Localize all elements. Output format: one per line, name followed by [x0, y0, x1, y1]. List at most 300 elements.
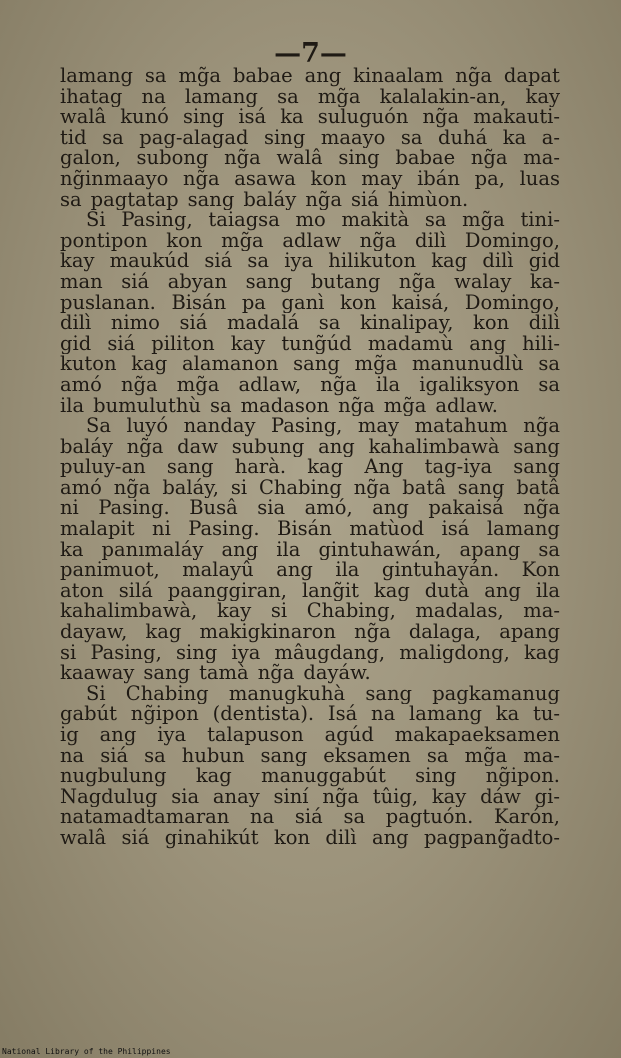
word: mg̃a: [317, 86, 361, 108]
text-line: [60, 437, 560, 458]
word: luas: [519, 168, 560, 190]
word: sang: [513, 436, 560, 458]
word: dilì: [482, 251, 514, 272]
word: kay: [216, 601, 252, 623]
body-text: [60, 66, 560, 849]
word: siá: [294, 807, 323, 828]
word: lamang: [184, 86, 258, 108]
word: baláy: [243, 189, 297, 211]
word: gid: [528, 251, 560, 272]
word: ang: [318, 436, 355, 458]
word: isá: [441, 519, 470, 540]
word: sang: [187, 189, 235, 211]
word: ng̃a: [120, 374, 158, 396]
text-line: [60, 498, 560, 519]
text-line: [60, 293, 560, 314]
word: walay: [454, 271, 512, 293]
word: mg̃a: [221, 230, 264, 252]
word: ang: [484, 580, 521, 602]
word: kon: [273, 827, 311, 849]
text-line: [60, 416, 560, 437]
word: ginahikút: [164, 827, 259, 849]
word: kalalakin-an,: [379, 86, 507, 108]
word: sang: [245, 271, 293, 293]
text-line: [60, 581, 560, 602]
word: sa: [277, 86, 299, 108]
word: sa: [102, 127, 124, 149]
word: iya: [231, 642, 261, 664]
word: Bisán: [277, 519, 332, 540]
word: dalaga,: [408, 622, 482, 643]
word: kahalimbawà,: [60, 601, 198, 623]
word: ang: [221, 539, 259, 561]
word: eksamen: [323, 745, 411, 767]
word: kag: [195, 766, 232, 787]
word: pa,: [474, 168, 505, 190]
word: dilì: [528, 313, 560, 334]
text-line: [60, 828, 560, 849]
word: apang: [459, 539, 521, 561]
word: lamang: [486, 519, 560, 540]
word: ang: [469, 333, 506, 355]
word: lang̃it: [301, 580, 359, 602]
word: ni: [152, 519, 171, 540]
word: sing: [415, 766, 457, 787]
word: mg̃a: [178, 66, 222, 87]
word: Nagdulug: [60, 786, 158, 808]
word: apang: [499, 622, 560, 643]
word: mâugdang,: [274, 642, 386, 664]
word: ila: [276, 539, 301, 561]
word: ng̃inmaayo: [60, 168, 169, 190]
word: baláy,: [162, 477, 219, 499]
word: pa: [241, 292, 266, 314]
word: natamadtamaran: [60, 807, 230, 828]
word: matahum: [414, 416, 508, 437]
word: ng̃a: [354, 622, 391, 643]
word: sia: [257, 498, 286, 520]
text-line: [60, 251, 560, 272]
word: butang: [310, 271, 381, 293]
word: ng̃a: [320, 374, 357, 396]
word: puslanan.: [60, 292, 156, 314]
word: dilì: [415, 230, 447, 252]
word: nanday: [183, 416, 256, 437]
word: asawa: [234, 168, 296, 190]
word: kag: [307, 457, 344, 478]
word: sang: [457, 477, 505, 499]
word: ng̃a: [353, 477, 391, 499]
word: sa: [538, 539, 560, 561]
text-line: [60, 231, 560, 252]
word: si: [60, 642, 77, 664]
word: mg̃a: [383, 395, 427, 417]
word: makapaeksamen: [394, 725, 560, 746]
word: subung: [231, 436, 305, 458]
word: madamù: [367, 333, 454, 355]
word: lamang: [408, 704, 482, 725]
word: sa: [426, 745, 449, 767]
word: sa: [424, 210, 447, 231]
word: kaaway: [60, 663, 135, 684]
word: Bisán: [171, 292, 227, 314]
word: madason: [240, 395, 330, 417]
text-line: [60, 457, 560, 478]
text-line: [60, 601, 560, 622]
word: panimuot,: [60, 560, 160, 581]
word: ma-: [523, 148, 560, 169]
word: tung̃úd: [281, 333, 352, 355]
word: makità: [341, 210, 410, 231]
word: Domingo,: [464, 292, 560, 314]
word: siá: [100, 745, 129, 767]
word: sing: [264, 127, 306, 149]
word: harà.: [234, 457, 287, 478]
word: si: [230, 477, 248, 499]
text-line: [60, 540, 560, 561]
word: nimo: [110, 313, 160, 334]
word: puluy-an: [60, 457, 146, 478]
footer-credit: National Library of the Philippines: [2, 1047, 171, 1056]
word: galon,: [60, 148, 121, 169]
word: silá: [118, 580, 153, 602]
word: anay: [212, 786, 260, 808]
word: maukúd: [109, 251, 190, 272]
word: maligdong,: [399, 642, 510, 664]
word: ang: [371, 827, 409, 849]
word: ang: [276, 560, 313, 581]
word: taiagsa: [208, 210, 280, 231]
word: siá: [107, 333, 136, 355]
word: kag: [523, 642, 560, 664]
word: siá: [179, 313, 208, 334]
word: kag: [145, 622, 182, 643]
word: kag: [431, 251, 468, 272]
word: Pasing,: [271, 416, 343, 437]
word: panımaláy: [101, 539, 204, 561]
word: ng̃a: [305, 189, 342, 211]
word: sa: [60, 189, 82, 211]
word: walâ: [60, 827, 107, 849]
word: Domingo,: [464, 230, 560, 252]
text-line: [60, 766, 560, 787]
word: kay: [525, 86, 560, 108]
word: ka-: [529, 271, 560, 293]
word: si: [270, 601, 288, 623]
text-line: [60, 560, 560, 581]
text-line: [60, 704, 560, 725]
word: malayû: [182, 560, 254, 581]
text-line: [60, 272, 560, 293]
text-line: [60, 190, 560, 211]
text-line: [60, 622, 560, 643]
text-line: [60, 87, 560, 108]
word: baláy: [60, 436, 113, 458]
word: dutà: [424, 580, 470, 602]
word: amó: [60, 477, 102, 499]
word: ng̃a: [224, 148, 261, 169]
word: amó: [60, 374, 102, 396]
word: makauti-: [473, 107, 560, 128]
word: gintuhayán.: [381, 560, 500, 581]
word: ng̃a: [126, 436, 164, 458]
word: manuggabút: [261, 766, 386, 787]
word: kon: [473, 313, 510, 334]
word: pontipon: [60, 230, 148, 252]
text-line: [60, 210, 560, 231]
word: himùon.: [387, 189, 469, 211]
word: tu-: [532, 704, 560, 725]
word: walâ: [276, 148, 323, 169]
word: Sa: [86, 416, 111, 437]
word: nugbulung: [60, 766, 167, 787]
word: kon: [166, 230, 203, 252]
word: gabút: [60, 704, 117, 725]
word: amó,: [304, 498, 353, 520]
word: may: [357, 416, 400, 437]
word: ng̃a: [455, 66, 492, 87]
word: Ang: [364, 457, 404, 478]
word: Kon: [521, 560, 560, 581]
word: ila: [60, 395, 85, 417]
word: Si: [86, 210, 106, 231]
word: adlaw: [282, 230, 342, 252]
word: a-: [541, 127, 560, 149]
word: ng̃a: [523, 498, 560, 520]
word: Busâ: [189, 498, 238, 520]
word: kag: [373, 580, 410, 602]
word: sa: [400, 127, 423, 149]
text-line: [60, 396, 560, 417]
word: adlaw,: [238, 374, 302, 396]
word: sa: [247, 251, 270, 272]
word: siá: [121, 827, 150, 849]
word: hilikuton: [328, 251, 417, 272]
word: subong: [136, 148, 209, 169]
word: abyan: [167, 271, 227, 293]
word: ang: [304, 66, 342, 87]
word: ng̃a: [322, 786, 359, 808]
word: hubun: [181, 745, 245, 767]
text-line: [60, 478, 560, 499]
word: babae: [395, 148, 456, 169]
text-line: [60, 787, 560, 808]
word: kinalipay,: [359, 313, 454, 334]
word: ng̃ipon.: [485, 766, 560, 787]
word: dayaw,: [60, 622, 128, 643]
text-line: [60, 807, 560, 828]
text-line: [60, 107, 560, 128]
word: pag-alagad: [139, 127, 249, 149]
word: kay: [60, 251, 95, 272]
text-line: [60, 148, 560, 169]
word: ma-: [523, 601, 560, 623]
word: Pasing.: [98, 498, 170, 520]
word: alamanon: [181, 354, 279, 375]
word: siá: [204, 251, 233, 272]
word: gi-: [534, 786, 560, 808]
word: pagkamanug: [432, 683, 560, 705]
word: mg̃a: [176, 374, 220, 396]
word: siní: [273, 786, 309, 808]
word: ila: [375, 374, 401, 396]
word: na: [141, 86, 166, 108]
word: kuton: [60, 354, 117, 375]
word: sia: [171, 786, 200, 808]
word: dilì: [325, 827, 357, 849]
word: adlaw.: [435, 395, 498, 417]
word: Pasing,: [121, 210, 193, 231]
word: kon: [340, 292, 377, 314]
word: sa: [144, 66, 167, 87]
text-line: [60, 66, 560, 87]
word: Chabing: [258, 477, 342, 499]
word: Chabing,: [306, 601, 396, 623]
word: sang: [365, 683, 413, 705]
word: Karón,: [493, 807, 560, 828]
word: ma-: [523, 745, 560, 767]
word: dapat: [503, 66, 560, 87]
word: daw: [177, 436, 218, 458]
word: ng̃a: [257, 663, 295, 684]
word: ka: [502, 127, 527, 149]
word: ka: [60, 539, 84, 561]
word: ng̃a: [359, 230, 397, 252]
word: sa: [343, 807, 366, 828]
word: ng̃a: [470, 148, 508, 169]
word: tûig,: [372, 786, 419, 808]
word: sing: [338, 148, 380, 169]
word: paanggiran,: [167, 580, 287, 602]
word: pagtuón.: [385, 807, 474, 828]
word: matùod: [349, 519, 425, 540]
word: na: [371, 704, 396, 725]
word: pakaisá: [428, 498, 504, 520]
word: kaisá,: [391, 292, 450, 314]
word: batâ: [402, 477, 446, 499]
word: lamang: [60, 66, 134, 87]
word: batâ: [516, 477, 560, 499]
word: tini-: [520, 210, 560, 231]
word: gintuhawán,: [318, 539, 442, 561]
word: kag: [131, 354, 168, 375]
text-line: [60, 169, 560, 190]
word: ng̃ipon: [130, 704, 199, 725]
word: ng̃a: [113, 477, 151, 499]
word: makigkinaron: [199, 622, 336, 643]
word: manunudlù: [411, 354, 524, 375]
word: babae: [232, 66, 293, 87]
word: na: [60, 745, 85, 767]
word: maayo: [320, 127, 386, 149]
word: iya: [284, 251, 314, 272]
word: hili-: [522, 333, 560, 355]
text-line: [60, 663, 560, 684]
word: kay: [431, 786, 467, 808]
word: Isá: [327, 704, 358, 725]
word: kahalimbawà: [368, 436, 500, 458]
word: sing: [182, 107, 225, 128]
word: ni: [60, 498, 79, 520]
word: sang: [143, 663, 191, 684]
text-line: [60, 334, 560, 355]
word: mg̃a: [464, 745, 508, 767]
word: sa: [538, 374, 560, 396]
word: sang: [166, 457, 214, 478]
word: pagtatap: [90, 189, 179, 211]
word: ila: [335, 560, 360, 581]
text-line: [60, 313, 560, 334]
page-number: —7—: [274, 38, 347, 69]
word: agúd: [324, 725, 374, 746]
word: ng̃a: [398, 271, 436, 293]
text-line: [60, 746, 560, 767]
word: may: [361, 168, 403, 190]
text-line: [60, 684, 560, 705]
word: malapit: [60, 519, 135, 540]
word: ka: [495, 704, 520, 725]
word: ig: [60, 725, 79, 746]
word: walâ: [60, 107, 107, 128]
word: sing: [175, 642, 218, 664]
word: dilì: [60, 313, 92, 334]
word: tid: [60, 127, 87, 149]
word: ng̃a: [182, 168, 220, 190]
word: mg̃a: [354, 354, 398, 375]
word: ka: [280, 107, 304, 128]
word: kunó: [120, 107, 169, 128]
word: piliton: [151, 333, 215, 355]
word: sang: [293, 354, 340, 375]
word: ihatag: [60, 86, 123, 108]
text-line: [60, 375, 560, 396]
word: dayáw.: [303, 663, 371, 684]
word: duhá: [438, 127, 488, 149]
word: tag-iya: [424, 457, 493, 478]
word: mo: [295, 210, 326, 231]
word: Si: [86, 683, 106, 705]
word: talapuson: [207, 725, 304, 746]
text-line: [60, 519, 560, 540]
word: ng̃a: [523, 416, 560, 437]
word: ila: [535, 580, 560, 602]
word: iya: [157, 725, 187, 746]
text-line: [60, 354, 560, 375]
word: siá: [351, 189, 379, 211]
word: kon: [310, 168, 347, 190]
word: Pasing.: [188, 519, 260, 540]
word: sa: [538, 354, 560, 375]
word: madalas,: [415, 601, 504, 623]
word: sa: [209, 395, 232, 417]
word: kinaalam: [353, 66, 444, 87]
word: na: [250, 807, 275, 828]
word: ang: [372, 498, 409, 520]
text-line: [60, 725, 560, 746]
word: gid: [60, 333, 92, 355]
word: sa: [144, 745, 166, 767]
word: madalá: [226, 313, 300, 334]
word: ng̃a: [338, 395, 375, 417]
word: Chabing: [125, 683, 209, 705]
word: pagpang̃adto-: [423, 827, 560, 849]
word: sa: [318, 313, 341, 334]
word: isá: [238, 107, 267, 128]
word: aton: [60, 580, 104, 602]
word: kay: [230, 333, 266, 355]
word: luyó: [126, 416, 169, 437]
word: siá: [121, 271, 150, 293]
